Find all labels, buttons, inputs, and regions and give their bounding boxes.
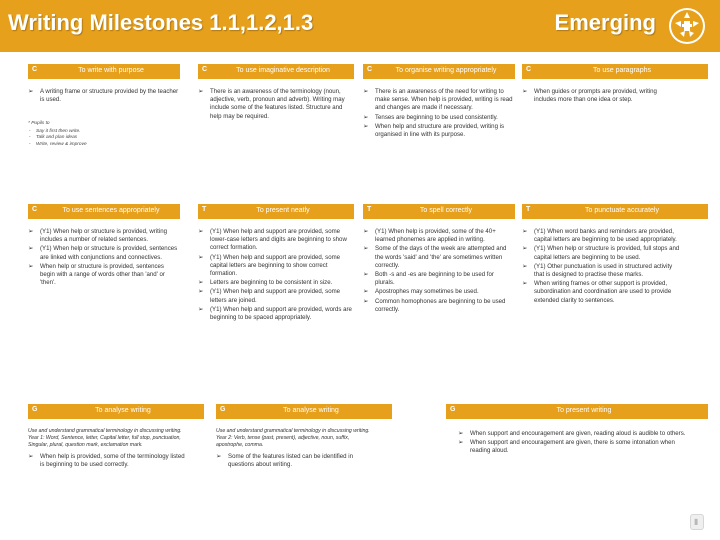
arrow-bullet-icon: ➢ xyxy=(363,122,369,130)
milestone-presentation xyxy=(198,204,354,374)
milestone-label: To analyse writing xyxy=(283,407,339,414)
milestone-label: To write with purpose xyxy=(78,67,144,74)
note-title: * Pupils to xyxy=(28,121,50,127)
list-item: - Talk and plan ideas xyxy=(29,135,78,141)
milestone-analyse-y1 xyxy=(28,404,204,514)
milestone-header xyxy=(28,404,204,419)
milestone-header xyxy=(198,204,354,219)
arrow-bullet-icon: ➢ xyxy=(363,271,369,279)
arrow-bullet-icon: ➢ xyxy=(28,228,34,235)
arrow-bullet-icon: ➢ xyxy=(522,88,528,95)
milestone-organise xyxy=(363,64,515,199)
strand-code: T xyxy=(367,206,372,213)
arrow-bullet-icon: ➢ xyxy=(522,262,528,270)
strand-code: G xyxy=(32,406,38,413)
milestone-spelling xyxy=(363,204,515,374)
milestone-label: To present writing xyxy=(556,407,612,414)
list-item: ➢ (Y1) When help and support are provided, words are beginning to be spaced appropriately. xyxy=(198,305,352,322)
strand-code: C xyxy=(32,66,38,73)
milestone-header xyxy=(28,204,180,219)
arrow-bullet-icon: ➢ xyxy=(198,228,204,235)
terminology-note: Use and understand grammatical terminology in discussing writing. Year 1: Word, Sentence, letter, Capital letter, full stop, punctuation, Singular, plural, question mark, exclamation mark. xyxy=(28,428,182,448)
arrow-bullet-icon: ➢ xyxy=(28,262,34,270)
milestone-header xyxy=(363,204,515,219)
milestone-header xyxy=(363,64,515,79)
page-title: Writing Milestones 1.1,1.2,1.3 xyxy=(8,10,314,35)
list-item: - Say it first then write. xyxy=(29,128,81,134)
list-item: ➢ There is an awareness of the need for writing to make sense. When help is provided, writing is read and changes are made if necessary. xyxy=(363,88,513,112)
strand-code: G xyxy=(220,406,226,413)
list-item: ➢ Apostrophes may sometimes be used. xyxy=(363,288,479,296)
milestone-sentences xyxy=(28,204,180,374)
list-item: ➢ Both -s and -es are beginning to be used for plurals. xyxy=(363,271,494,287)
milestone-label: To present neatly xyxy=(256,207,310,214)
arrow-bullet-icon: ➢ xyxy=(28,88,34,95)
criteria-list xyxy=(522,228,682,305)
strand-code: C xyxy=(367,66,373,73)
arrow-bullet-icon: ➢ xyxy=(198,279,204,287)
note-list xyxy=(28,129,180,148)
list-item: ➢ (Y1) When help or structure is provided, sentences are linked with conjunctions and connectives. xyxy=(28,245,178,261)
list-item: ➢ When help and structure are provided, writing is organised in line with its purpose. xyxy=(363,122,505,139)
list-item: ➢ (Y1) When word banks and reminders are provided, capital letters are beginning to be used appropriately. xyxy=(522,228,677,244)
arrow-bullet-icon: ➢ xyxy=(216,453,222,460)
criteria-list xyxy=(198,228,354,322)
list-item: ➢ (Y1) When help or structure is provided, writing includes a number of related sentences. xyxy=(28,228,168,244)
criteria-list xyxy=(458,430,690,456)
arrow-bullet-icon: ➢ xyxy=(363,297,369,305)
list-item: ➢ Tenses are beginning to be used consistently. xyxy=(363,113,498,121)
list-item: ➢ A writing frame or structure provided by the teacher is used. xyxy=(28,88,179,104)
list-item: ➢ (Y1) When help is provided, some of the 40+ learned phonemes are applied in writing. xyxy=(363,228,496,244)
milestone-label: To use imaginative description xyxy=(236,67,330,74)
crest-icon xyxy=(667,6,707,46)
list-item: ➢ (Y1) Other punctuation is used in structured activity that is designed to practise these marks. xyxy=(522,262,673,279)
list-item: ➢ When writing frames or other support is provided, subordination and coordination are used to provide extended clarity to sentences. xyxy=(522,280,672,304)
milestone-header xyxy=(446,404,708,419)
strand-code: G xyxy=(450,406,456,413)
list-item: ➢ (Y1) When help or structure is provided, full stops and capital letters are beginning to be used. xyxy=(522,245,680,261)
list-item: ➢ Common homophones are beginning to be used correctly. xyxy=(363,297,506,313)
arrow-bullet-icon: ➢ xyxy=(198,288,204,296)
milestone-label: To analyse writing xyxy=(95,407,151,414)
list-item: ➢ When support and encouragement are given, reading aloud is audible to others. xyxy=(458,430,686,437)
criteria-list xyxy=(28,88,180,104)
strand-code: C xyxy=(526,66,532,73)
arrow-bullet-icon: ➢ xyxy=(363,245,369,253)
list-item: ➢ Letters are beginning to be consistent in size. xyxy=(198,279,333,287)
list-item: ➢ There is an awareness of the terminology (noun, adjective, verb, pronoun and adverb). Writing may include some of the features listed. Structure and help may be required. xyxy=(198,88,345,120)
arrow-bullet-icon: ➢ xyxy=(458,430,464,437)
list-item: ➢ (Y1) When help and support are provided, some lower-case letters and digits are beginning to show correct formation. xyxy=(198,228,347,252)
milestone-analyse-y2 xyxy=(216,404,392,514)
arrow-bullet-icon: ➢ xyxy=(522,228,528,235)
arrow-bullet-icon: ➢ xyxy=(363,228,369,235)
terminology-note: Use and understand grammatical terminology in discussing writing. Year 2: Verb, tense (past, present), adjective, noun, suffix, apostrophe, comma. xyxy=(216,428,370,448)
criteria-list xyxy=(198,88,354,121)
criteria-list xyxy=(522,88,678,104)
milestone-label: To use paragraphs xyxy=(593,67,651,74)
arrow-bullet-icon: ➢ xyxy=(522,245,528,253)
criteria-list xyxy=(28,453,186,469)
arrow-bullet-icon: ➢ xyxy=(198,305,204,313)
milestone-header xyxy=(216,404,392,419)
page-icon: ▮ xyxy=(690,514,704,530)
header-bar xyxy=(0,0,720,52)
arrow-bullet-icon: ➢ xyxy=(28,245,34,253)
list-item: ➢ Some of the features listed can be identified in questions about writing. xyxy=(216,453,353,469)
arrow-bullet-icon: ➢ xyxy=(522,280,528,288)
milestone-punctuation xyxy=(522,204,708,374)
strand-code: C xyxy=(32,206,38,213)
list-item: ➢ When guides or prompts are provided, writing includes more than one idea or step. xyxy=(522,88,657,104)
milestone-label: To use sentences appropriately xyxy=(62,207,160,214)
arrow-bullet-icon: ➢ xyxy=(363,288,369,296)
milestone-paragraphs xyxy=(522,64,708,199)
list-item: ➢ Some of the days of the week are attempted and the words 'said' and 'the' are sometimes written correctly. xyxy=(363,245,507,269)
criteria-list xyxy=(363,228,515,314)
list-item: ➢ (Y1) When help and support are provided, some letters are joined. xyxy=(198,288,341,304)
list-item: ➢ (Y1) When help and support are provided, some capital letters are beginning to show correct formation. xyxy=(198,253,341,278)
milestone-header xyxy=(28,64,180,79)
strand-code: C xyxy=(202,66,208,73)
list-item: ➢ When help is provided, some of the terminology listed is beginning to be used correctly. xyxy=(28,453,185,469)
milestone-header xyxy=(522,64,708,79)
arrow-bullet-icon: ➢ xyxy=(198,253,204,261)
criteria-list xyxy=(363,88,515,139)
list-item: ➢ When help or structure is provided, sentences begin with a range of words other than 'and' or 'then'. xyxy=(28,262,165,287)
milestone-label: To punctuate accurately xyxy=(585,207,659,214)
arrow-bullet-icon: ➢ xyxy=(28,453,34,460)
criteria-list xyxy=(216,453,376,469)
list-item: ➢ When support and encouragement are given, there is some intonation when reading aloud. xyxy=(458,439,675,455)
milestone-imaginative xyxy=(198,64,354,199)
strand-code: T xyxy=(526,206,531,213)
arrow-bullet-icon: ➢ xyxy=(198,88,204,95)
level-label: Emerging xyxy=(554,10,656,35)
strand-code: T xyxy=(202,206,207,213)
arrow-bullet-icon: ➢ xyxy=(458,439,464,447)
milestone-label: To organise writing appropriately xyxy=(395,67,497,74)
criteria-list xyxy=(28,228,180,287)
milestone-header xyxy=(522,204,708,219)
list-item: - Write, review & improve xyxy=(29,141,87,147)
milestone-label: To spell correctly xyxy=(419,207,473,214)
milestone-header xyxy=(198,64,354,79)
milestone-present-writing xyxy=(446,404,708,514)
arrow-bullet-icon: ➢ xyxy=(363,113,369,121)
milestone-purpose xyxy=(28,64,180,199)
arrow-bullet-icon: ➢ xyxy=(363,88,369,95)
